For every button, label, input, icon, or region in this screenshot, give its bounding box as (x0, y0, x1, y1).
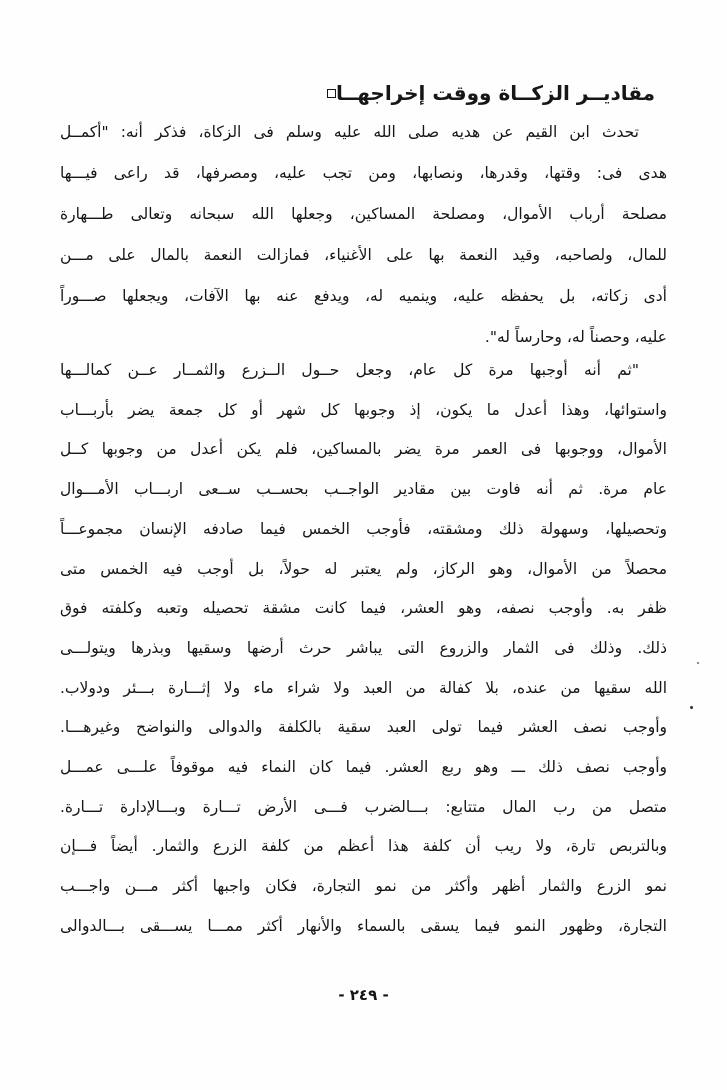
text-line: "ثم أنه أوجبها مرة كل عام، وجعل حــول الــزرع والثمــار عــن كمالـــها (60, 361, 639, 379)
square-bullet-icon (327, 89, 336, 98)
scan-speck (697, 662, 699, 664)
section-heading (319, 76, 655, 110)
text-line: أدى زكاته، بل يحفظه عليه، وينميه له، ويدفع عنه بها الآفات، ويجعلها صـــوراً (60, 287, 667, 305)
text-line: الله سقيها من عنده، بلا كفالة من العبد ولا شراء ماء ولا إثـــارة بـــئر ودولاب. (60, 679, 667, 697)
text-line: وأوجب نصف ذلك ـــ وهو ربع العشر. فيما كان النماء فيه موقوفاً علـــى عمـــل (60, 758, 667, 776)
text-line: متصل من رب المال متتابع: بـــالضرب فـــى الأرض تـــارة وبـــالإدارة تـــارة. (60, 798, 667, 816)
text-line: ظفر به. وأوجب نصفه، وهو العشر، فيما كانت مشقة تحصيله وتعبه وكلفته فوق (60, 599, 667, 617)
text-line: عام مرة. ثم أنه فاوت بين مقادير الواجــب بحســب ســعى اربـــاب الأمـــوال (60, 480, 667, 498)
text-line: ذلك. وذلك فى الثمار والزروع التى يباشر حرث أرضها وسقيها وبذرها ويتولـــى (60, 639, 667, 657)
text-line: تحدث ابن القيم عن هديه صلى الله عليه وسلم فى الزكاة، فذكر أنه: "أكمــل (60, 123, 639, 141)
text-line: هدى فى: وقتها، وقدرها، ونصابها، ومن تجب عليه، ومصرفها، قد راعى فيـــها (60, 164, 667, 182)
text-line: للمال، ولصاحبه، وقيد النعمة بها على الأغنياء، فمازالت النعمة بالمال على مـــن (60, 246, 667, 264)
text-line: الأموال، ووجوبها فى العمر مرة يضر بالمساكين، فلم يكن أعدل من وجوبها كــل (60, 440, 667, 458)
text-line: عليه، وحصناً له، وحارساً له". (484, 328, 667, 346)
text-line: مصلحة أرباب الأموال، ومصلحة المساكين، وجعلها الله سبحانه وتعالى طـــهارة (60, 205, 667, 223)
scan-speck (690, 706, 693, 709)
text-line: نمو الزرع والثمار أظهر وأكثر من نمو التجارة، فكان واجبها أكثر مـــن واجـــب (60, 877, 667, 895)
text-line: وأوجب نصف العشر فيما تولى العبد سقية بالكلفة والدوالى والنواضح وغيرهـــا. (60, 718, 667, 736)
text-line: وبالتربص تارة، ولا ريب أن كلفة هذا أعظم من كلفة الزرع والثمار. أيضاً فـــإن (60, 837, 667, 855)
text-line: محصلاً من الأموال، وهو الركاز، ولم يعتبر له حولاً، بل أوجب فيه الخمس متى (60, 560, 667, 578)
section-title: مقاديــر الزكــاة ووقت إخراجهــا (336, 81, 655, 105)
text-line: وتحصيلها، وسهولة ذلك ومشقته، فأوجب الخمس فيما صادفه الإنسان مجموعـــاً (60, 520, 667, 538)
text-line: واستوائها، وهذا أعدل ما يكون، إذ وجوبها كل شهر أو كل جمعة يضر بأربـــاب (60, 401, 667, 419)
page-number: - ٢٤٩ - (338, 986, 389, 1004)
text-line: التجارة، وظهور النمو فيما يسقى بالسماء والأنهار أكثر ممـــا يســـقى بـــالدوالى (60, 917, 667, 935)
